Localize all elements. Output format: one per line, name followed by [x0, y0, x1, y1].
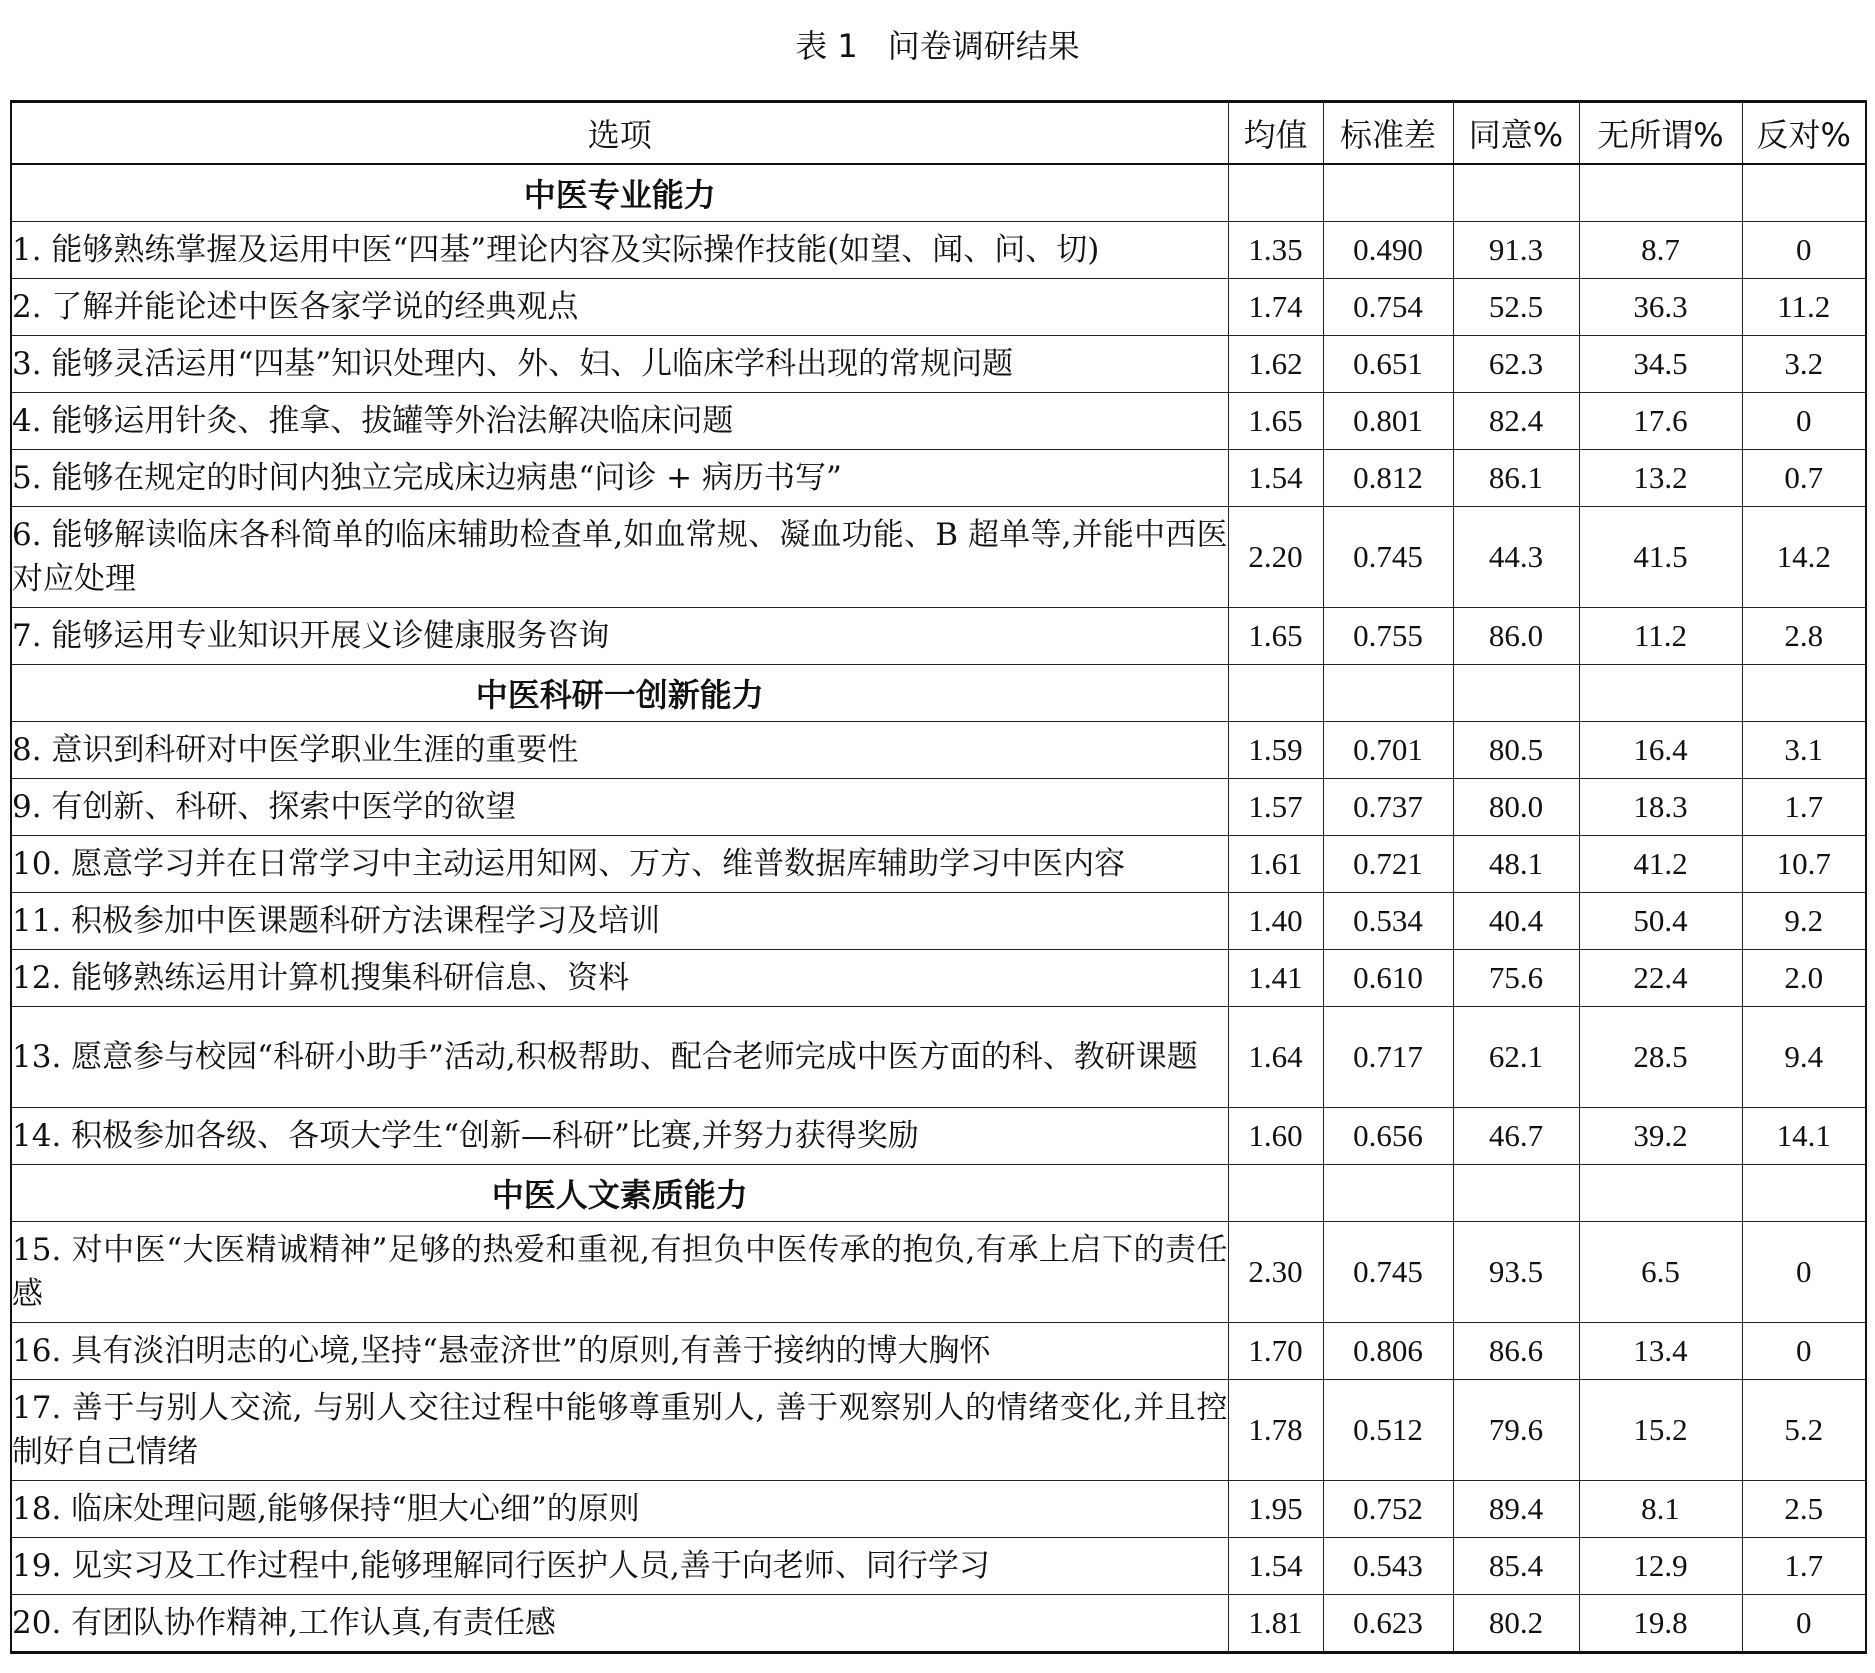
empty-cell [1323, 1165, 1453, 1222]
sd-cell: 0.717 [1323, 1007, 1453, 1108]
empty-cell [1579, 665, 1742, 722]
empty-cell [1323, 164, 1453, 222]
empty-cell [1579, 164, 1742, 222]
mean-cell: 1.35 [1228, 222, 1323, 279]
oppose-cell: 14.1 [1742, 1108, 1866, 1165]
agree-cell: 86.0 [1453, 608, 1579, 665]
oppose-cell: 9.4 [1742, 1007, 1866, 1108]
sd-cell: 0.745 [1323, 1222, 1453, 1323]
table-row [11, 1380, 1866, 1481]
agree-cell: 86.6 [1453, 1323, 1579, 1380]
empty-cell [1228, 1165, 1323, 1222]
neutral-cell: 34.5 [1579, 336, 1742, 393]
mean-cell: 1.64 [1228, 1007, 1323, 1108]
table-row [11, 336, 1866, 393]
neutral-cell: 16.4 [1579, 722, 1742, 779]
sd-cell: 0.656 [1323, 1108, 1453, 1165]
item-cell: 18. 临床处理问题,能够保持“胆大心细”的原则 [11, 1481, 1228, 1538]
sd-cell: 0.623 [1323, 1595, 1453, 1653]
table-row [11, 608, 1866, 665]
sd-cell: 0.512 [1323, 1380, 1453, 1481]
agree-cell: 89.4 [1453, 1481, 1579, 1538]
section-row [11, 164, 1866, 222]
section-row [11, 1165, 1866, 1222]
oppose-cell: 0 [1742, 1222, 1866, 1323]
sd-cell: 0.801 [1323, 393, 1453, 450]
header-row [11, 102, 1866, 165]
survey-results-table [10, 100, 1867, 1654]
mean-cell: 2.30 [1228, 1222, 1323, 1323]
column-header-oppose: 反对% [1742, 102, 1866, 165]
mean-cell: 1.59 [1228, 722, 1323, 779]
oppose-cell: 1.7 [1742, 1538, 1866, 1595]
agree-cell: 85.4 [1453, 1538, 1579, 1595]
sd-cell: 0.534 [1323, 893, 1453, 950]
oppose-cell: 3.1 [1742, 722, 1866, 779]
item-cell: 16. 具有淡泊明志的心境,坚持“悬壶济世”的原则,有善于接纳的博大胸怀 [11, 1323, 1228, 1380]
column-header-item: 选项 [11, 102, 1228, 165]
neutral-cell: 13.2 [1579, 450, 1742, 507]
oppose-cell: 5.2 [1742, 1380, 1866, 1481]
neutral-cell: 11.2 [1579, 608, 1742, 665]
oppose-cell: 3.2 [1742, 336, 1866, 393]
agree-cell: 93.5 [1453, 1222, 1579, 1323]
table-row [11, 836, 1866, 893]
column-header-neutral: 无所谓% [1579, 102, 1742, 165]
table-title: 问卷调研结果 [887, 27, 1080, 65]
sd-cell: 0.490 [1323, 222, 1453, 279]
mean-cell: 1.40 [1228, 893, 1323, 950]
table-body [11, 164, 1866, 1653]
mean-cell: 1.61 [1228, 836, 1323, 893]
sd-cell: 0.812 [1323, 450, 1453, 507]
agree-cell: 44.3 [1453, 507, 1579, 608]
section-title: 中医专业能力 [11, 164, 1228, 222]
item-cell: 14. 积极参加各级、各项大学生“创新—科研”比赛,并努力获得奖励 [11, 1108, 1228, 1165]
oppose-cell: 0.7 [1742, 450, 1866, 507]
table-caption [0, 26, 1875, 66]
agree-cell: 40.4 [1453, 893, 1579, 950]
neutral-cell: 6.5 [1579, 1222, 1742, 1323]
table-row [11, 450, 1866, 507]
table-row [11, 507, 1866, 608]
neutral-cell: 50.4 [1579, 893, 1742, 950]
item-cell: 13. 愿意参与校园“科研小助手”活动,积极帮助、配合老师完成中医方面的科、教研课题 [11, 1007, 1228, 1108]
mean-cell: 1.54 [1228, 450, 1323, 507]
agree-cell: 75.6 [1453, 950, 1579, 1007]
sd-cell: 0.755 [1323, 608, 1453, 665]
item-cell: 20. 有团队协作精神,工作认真,有责任感 [11, 1595, 1228, 1653]
agree-cell: 79.6 [1453, 1380, 1579, 1481]
table-row [11, 722, 1866, 779]
section-title: 中医科研一创新能力 [11, 665, 1228, 722]
sd-cell: 0.543 [1323, 1538, 1453, 1595]
table-row [11, 279, 1866, 336]
empty-cell [1453, 164, 1579, 222]
item-cell: 8. 意识到科研对中医学职业生涯的重要性 [11, 722, 1228, 779]
agree-cell: 82.4 [1453, 393, 1579, 450]
sd-cell: 0.745 [1323, 507, 1453, 608]
table-row [11, 222, 1866, 279]
empty-cell [1323, 665, 1453, 722]
column-header-agree: 同意% [1453, 102, 1579, 165]
mean-cell: 1.62 [1228, 336, 1323, 393]
agree-cell: 80.0 [1453, 779, 1579, 836]
agree-cell: 86.1 [1453, 450, 1579, 507]
item-cell: 17. 善于与别人交流, 与别人交往过程中能够尊重别人, 善于观察别人的情绪变化,并且控制好自己情绪 [11, 1380, 1228, 1481]
column-header-sd: 标准差 [1323, 102, 1453, 165]
oppose-cell: 14.2 [1742, 507, 1866, 608]
item-cell: 7. 能够运用专业知识开展义诊健康服务咨询 [11, 608, 1228, 665]
mean-cell: 1.54 [1228, 1538, 1323, 1595]
column-header-mean: 均值 [1228, 102, 1323, 165]
mean-cell: 1.81 [1228, 1595, 1323, 1653]
sd-cell: 0.721 [1323, 836, 1453, 893]
item-cell: 19. 见实习及工作过程中,能够理解同行医护人员,善于向老师、同行学习 [11, 1538, 1228, 1595]
sd-cell: 0.806 [1323, 1323, 1453, 1380]
table-row [11, 393, 1866, 450]
sd-cell: 0.610 [1323, 950, 1453, 1007]
agree-cell: 62.3 [1453, 336, 1579, 393]
mean-cell: 1.78 [1228, 1380, 1323, 1481]
oppose-cell: 9.2 [1742, 893, 1866, 950]
section-title: 中医人文素质能力 [11, 1165, 1228, 1222]
empty-cell [1228, 164, 1323, 222]
sd-cell: 0.752 [1323, 1481, 1453, 1538]
item-cell: 6. 能够解读临床各科简单的临床辅助检查单,如血常规、凝血功能、B 超单等,并能中西医对应处理 [11, 507, 1228, 608]
item-cell: 1. 能够熟练掌握及运用中医“四基”理论内容及实际操作技能(如望、闻、问、切) [11, 222, 1228, 279]
neutral-cell: 19.8 [1579, 1595, 1742, 1653]
item-cell: 9. 有创新、科研、探索中医学的欲望 [11, 779, 1228, 836]
empty-cell [1742, 164, 1866, 222]
oppose-cell: 0 [1742, 1323, 1866, 1380]
agree-cell: 80.5 [1453, 722, 1579, 779]
mean-cell: 1.60 [1228, 1108, 1323, 1165]
item-cell: 11. 积极参加中医课题科研方法课程学习及培训 [11, 893, 1228, 950]
neutral-cell: 22.4 [1579, 950, 1742, 1007]
table-row [11, 779, 1866, 836]
neutral-cell: 8.1 [1579, 1481, 1742, 1538]
table-row [11, 1007, 1866, 1108]
agree-cell: 48.1 [1453, 836, 1579, 893]
neutral-cell: 39.2 [1579, 1108, 1742, 1165]
table-row [11, 1108, 1866, 1165]
table-number: 表 1 [795, 27, 858, 65]
oppose-cell: 2.0 [1742, 950, 1866, 1007]
neutral-cell: 15.2 [1579, 1380, 1742, 1481]
item-cell: 5. 能够在规定的时间内独立完成床边病患“问诊 + 病历书写” [11, 450, 1228, 507]
neutral-cell: 28.5 [1579, 1007, 1742, 1108]
neutral-cell: 18.3 [1579, 779, 1742, 836]
item-cell: 2. 了解并能论述中医各家学说的经典观点 [11, 279, 1228, 336]
item-cell: 10. 愿意学习并在日常学习中主动运用知网、万方、维普数据库辅助学习中医内容 [11, 836, 1228, 893]
mean-cell: 1.95 [1228, 1481, 1323, 1538]
table-row [11, 1323, 1866, 1380]
mean-cell: 1.41 [1228, 950, 1323, 1007]
neutral-cell: 36.3 [1579, 279, 1742, 336]
item-cell: 15. 对中医“大医精诚精神”足够的热爱和重视,有担负中医传承的抱负,有承上启下的责任感 [11, 1222, 1228, 1323]
empty-cell [1579, 1165, 1742, 1222]
neutral-cell: 17.6 [1579, 393, 1742, 450]
oppose-cell: 0 [1742, 222, 1866, 279]
table-row [11, 1595, 1866, 1653]
oppose-cell: 10.7 [1742, 836, 1866, 893]
mean-cell: 1.65 [1228, 393, 1323, 450]
item-cell: 4. 能够运用针灸、推拿、拔罐等外治法解决临床问题 [11, 393, 1228, 450]
oppose-cell: 0 [1742, 1595, 1866, 1653]
table-row [11, 1538, 1866, 1595]
mean-cell: 2.20 [1228, 507, 1323, 608]
empty-cell [1453, 665, 1579, 722]
agree-cell: 80.2 [1453, 1595, 1579, 1653]
sd-cell: 0.737 [1323, 779, 1453, 836]
table-row [11, 893, 1866, 950]
oppose-cell: 2.5 [1742, 1481, 1866, 1538]
oppose-cell: 2.8 [1742, 608, 1866, 665]
empty-cell [1453, 1165, 1579, 1222]
sd-cell: 0.701 [1323, 722, 1453, 779]
section-row [11, 665, 1866, 722]
mean-cell: 1.74 [1228, 279, 1323, 336]
neutral-cell: 13.4 [1579, 1323, 1742, 1380]
neutral-cell: 8.7 [1579, 222, 1742, 279]
oppose-cell: 1.7 [1742, 779, 1866, 836]
oppose-cell: 11.2 [1742, 279, 1866, 336]
neutral-cell: 12.9 [1579, 1538, 1742, 1595]
mean-cell: 1.70 [1228, 1323, 1323, 1380]
mean-cell: 1.57 [1228, 779, 1323, 836]
table-row [11, 1222, 1866, 1323]
agree-cell: 46.7 [1453, 1108, 1579, 1165]
neutral-cell: 41.2 [1579, 836, 1742, 893]
oppose-cell: 0 [1742, 393, 1866, 450]
sd-cell: 0.651 [1323, 336, 1453, 393]
agree-cell: 62.1 [1453, 1007, 1579, 1108]
empty-cell [1228, 665, 1323, 722]
table-row [11, 1481, 1866, 1538]
sd-cell: 0.754 [1323, 279, 1453, 336]
empty-cell [1742, 1165, 1866, 1222]
item-cell: 3. 能够灵活运用“四基”知识处理内、外、妇、儿临床学科出现的常规问题 [11, 336, 1228, 393]
neutral-cell: 41.5 [1579, 507, 1742, 608]
agree-cell: 91.3 [1453, 222, 1579, 279]
item-cell: 12. 能够熟练运用计算机搜集科研信息、资料 [11, 950, 1228, 1007]
table-row [11, 950, 1866, 1007]
mean-cell: 1.65 [1228, 608, 1323, 665]
empty-cell [1742, 665, 1866, 722]
agree-cell: 52.5 [1453, 279, 1579, 336]
